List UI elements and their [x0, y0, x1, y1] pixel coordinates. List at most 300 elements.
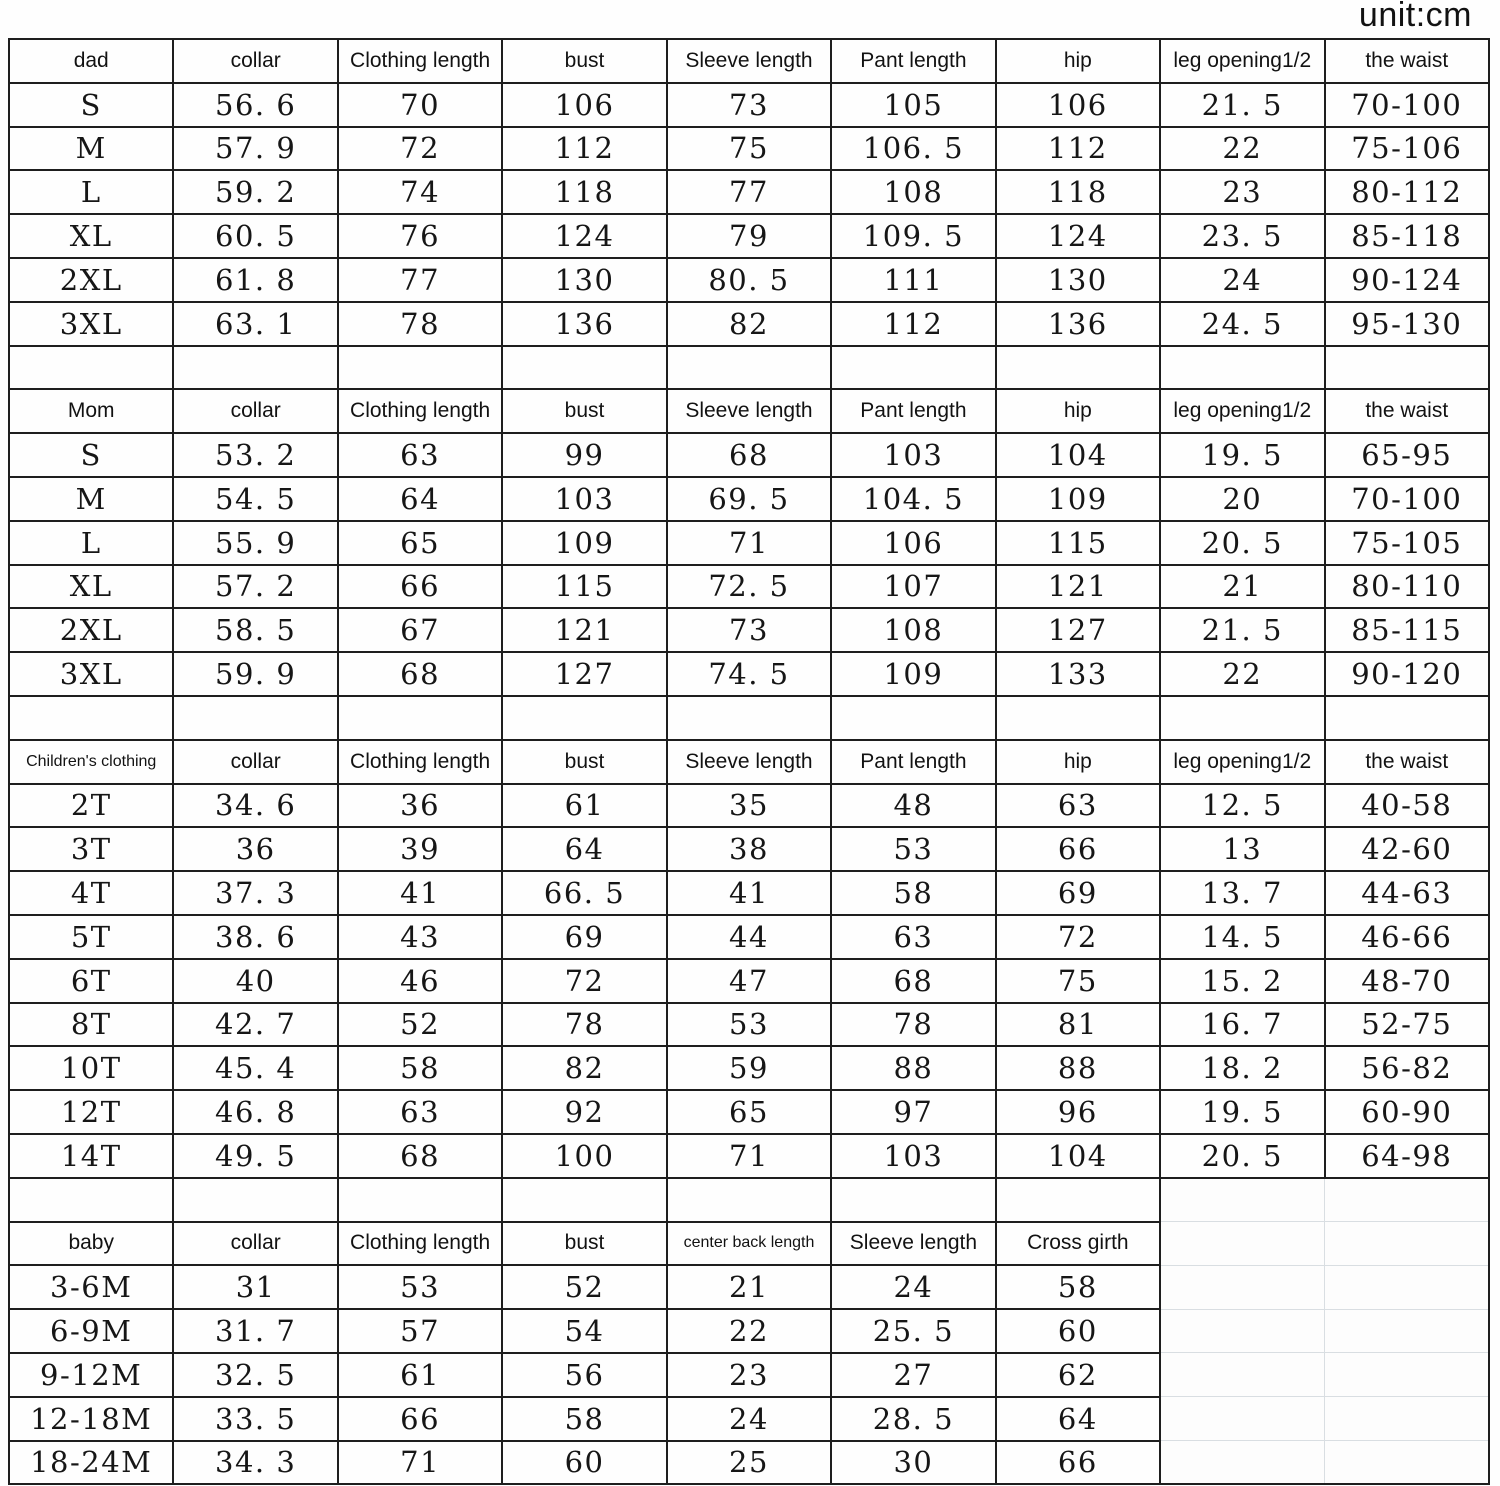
- baby-value-cell: 52: [502, 1265, 666, 1309]
- mom-value-cell: 103: [831, 433, 995, 477]
- mom-value-cell: 57. 2: [173, 565, 337, 609]
- faint-grid-cell: [1325, 1397, 1490, 1441]
- dad-table-row: [9, 258, 1489, 302]
- children-size-label: 14T: [9, 1134, 173, 1178]
- dad-size-label: L: [9, 170, 173, 214]
- children-header-col-4: Sleeve length: [667, 740, 831, 784]
- mom-size-label: S: [9, 433, 173, 477]
- children-value-cell: 53: [831, 827, 995, 871]
- children-value-cell: 88: [831, 1046, 995, 1090]
- children-size-label: 4T: [9, 871, 173, 915]
- mom-value-cell: 109: [831, 652, 995, 696]
- children-size-label: 6T: [9, 959, 173, 1003]
- separator-cell: [996, 346, 1160, 390]
- faint-grid-cell: [1160, 1222, 1324, 1266]
- mom-table-row: [9, 608, 1489, 652]
- mom-size-label: M: [9, 477, 173, 521]
- children-value-cell: 71: [667, 1134, 831, 1178]
- mom-value-cell: 53. 2: [173, 433, 337, 477]
- size-table: [8, 38, 1490, 1485]
- dad-value-cell: 23: [1160, 170, 1324, 214]
- children-table-row: [9, 827, 1489, 871]
- mom-value-cell: 85-115: [1325, 608, 1490, 652]
- children-value-cell: 68: [831, 959, 995, 1003]
- mom-value-cell: 54. 5: [173, 477, 337, 521]
- dad-value-cell: 105: [831, 83, 995, 127]
- dad-size-label: M: [9, 127, 173, 171]
- children-value-cell: 46-66: [1325, 915, 1490, 959]
- dad-value-cell: 78: [338, 302, 502, 346]
- children-value-cell: 19. 5: [1160, 1090, 1324, 1134]
- dad-value-cell: 90-124: [1325, 258, 1490, 302]
- faint-grid-cell: [1160, 1397, 1324, 1441]
- dad-value-cell: 112: [502, 127, 666, 171]
- mom-value-cell: 109: [502, 521, 666, 565]
- dad-value-cell: 74: [338, 170, 502, 214]
- dad-value-cell: 130: [996, 258, 1160, 302]
- baby-value-cell: 30: [831, 1441, 995, 1485]
- mom-value-cell: 80-110: [1325, 565, 1490, 609]
- dad-header-col-0: dad: [9, 39, 173, 83]
- dad-value-cell: 70: [338, 83, 502, 127]
- baby-value-cell: 31: [173, 1265, 337, 1309]
- children-value-cell: 35: [667, 784, 831, 828]
- children-value-cell: 44: [667, 915, 831, 959]
- baby-value-cell: 54: [502, 1309, 666, 1353]
- mom-value-cell: 106: [831, 521, 995, 565]
- separator-cell: [831, 696, 995, 740]
- children-table-row: [9, 1134, 1489, 1178]
- children-value-cell: 81: [996, 1003, 1160, 1047]
- baby-value-cell: 66: [338, 1397, 502, 1441]
- children-table-row: [9, 1090, 1489, 1134]
- separator-cell: [831, 346, 995, 390]
- children-value-cell: 60-90: [1325, 1090, 1490, 1134]
- dad-table-row: [9, 214, 1489, 258]
- children-value-cell: 66. 5: [502, 871, 666, 915]
- baby-value-cell: 53: [338, 1265, 502, 1309]
- children-value-cell: 63: [996, 784, 1160, 828]
- mom-value-cell: 109: [996, 477, 1160, 521]
- mom-value-cell: 74. 5: [667, 652, 831, 696]
- baby-value-cell: 32. 5: [173, 1353, 337, 1397]
- mom-value-cell: 115: [996, 521, 1160, 565]
- baby-table-row: [9, 1309, 1489, 1353]
- separator-cell: [173, 696, 337, 740]
- baby-size-label: 3-6M: [9, 1265, 173, 1309]
- separator-cell: [502, 1178, 666, 1222]
- baby-table-row: [9, 1441, 1489, 1485]
- children-header-col-0: Children's clothing: [9, 740, 173, 784]
- mom-value-cell: 20: [1160, 477, 1324, 521]
- dad-header-col-2: Clothing length: [338, 39, 502, 83]
- children-header-col-7: leg opening1/2: [1160, 740, 1324, 784]
- dad-value-cell: 72: [338, 127, 502, 171]
- separator-cell: [502, 696, 666, 740]
- children-value-cell: 34. 6: [173, 784, 337, 828]
- dad-value-cell: 106. 5: [831, 127, 995, 171]
- children-table-row: [9, 784, 1489, 828]
- mom-value-cell: 19. 5: [1160, 433, 1324, 477]
- dad-value-cell: 61. 8: [173, 258, 337, 302]
- children-value-cell: 58: [338, 1046, 502, 1090]
- children-value-cell: 48: [831, 784, 995, 828]
- dad-value-cell: 112: [831, 302, 995, 346]
- children-value-cell: 97: [831, 1090, 995, 1134]
- children-value-cell: 92: [502, 1090, 666, 1134]
- children-value-cell: 78: [502, 1003, 666, 1047]
- separator-cell: [9, 1178, 173, 1222]
- mom-header-col-1: collar: [173, 389, 337, 433]
- dad-size-label: 2XL: [9, 258, 173, 302]
- children-value-cell: 72: [502, 959, 666, 1003]
- children-value-cell: 59: [667, 1046, 831, 1090]
- baby-value-cell: 28. 5: [831, 1397, 995, 1441]
- mom-value-cell: 21. 5: [1160, 608, 1324, 652]
- dad-value-cell: 106: [996, 83, 1160, 127]
- baby-value-cell: 58: [502, 1397, 666, 1441]
- dad-value-cell: 80-112: [1325, 170, 1490, 214]
- separator-cell: [9, 696, 173, 740]
- mom-header-col-0: Mom: [9, 389, 173, 433]
- faint-grid-cell: [1160, 1265, 1324, 1309]
- unit-label: unit:cm: [1358, 0, 1472, 34]
- mom-value-cell: 103: [502, 477, 666, 521]
- mom-value-cell: 58. 5: [173, 608, 337, 652]
- mom-value-cell: 75-105: [1325, 521, 1490, 565]
- children-value-cell: 47: [667, 959, 831, 1003]
- dad-value-cell: 130: [502, 258, 666, 302]
- mom-size-label: 2XL: [9, 608, 173, 652]
- mom-value-cell: 70-100: [1325, 477, 1490, 521]
- children-value-cell: 68: [338, 1134, 502, 1178]
- dad-value-cell: 85-118: [1325, 214, 1490, 258]
- mom-value-cell: 68: [667, 433, 831, 477]
- children-value-cell: 20. 5: [1160, 1134, 1324, 1178]
- children-value-cell: 104: [996, 1134, 1160, 1178]
- children-value-cell: 56-82: [1325, 1046, 1490, 1090]
- children-table-row: [9, 915, 1489, 959]
- separator-cell: [1325, 696, 1490, 740]
- dad-value-cell: 76: [338, 214, 502, 258]
- children-value-cell: 46. 8: [173, 1090, 337, 1134]
- baby-table-row: [9, 1353, 1489, 1397]
- mom-value-cell: 133: [996, 652, 1160, 696]
- mom-value-cell: 107: [831, 565, 995, 609]
- children-value-cell: 72: [996, 915, 1160, 959]
- dad-value-cell: 70-100: [1325, 83, 1490, 127]
- faint-grid-cell: [1160, 1309, 1324, 1353]
- children-value-cell: 69: [996, 871, 1160, 915]
- dad-size-label: S: [9, 83, 173, 127]
- children-value-cell: 61: [502, 784, 666, 828]
- baby-header-col-1: collar: [173, 1222, 337, 1266]
- separator-row: [9, 346, 1489, 390]
- mom-value-cell: 104. 5: [831, 477, 995, 521]
- baby-header-col-6: Cross girth: [996, 1222, 1160, 1266]
- mom-value-cell: 90-120: [1325, 652, 1490, 696]
- baby-value-cell: 24: [831, 1265, 995, 1309]
- separator-cell: [996, 1178, 1160, 1222]
- baby-value-cell: 64: [996, 1397, 1160, 1441]
- separator-cell: [667, 1178, 831, 1222]
- mom-value-cell: 121: [996, 565, 1160, 609]
- children-value-cell: 64: [502, 827, 666, 871]
- children-table-row: [9, 1003, 1489, 1047]
- mom-header-col-6: hip: [996, 389, 1160, 433]
- children-value-cell: 103: [831, 1134, 995, 1178]
- children-value-cell: 100: [502, 1134, 666, 1178]
- children-value-cell: 88: [996, 1046, 1160, 1090]
- mom-header-col-5: Pant length: [831, 389, 995, 433]
- separator-row: [9, 1178, 1489, 1222]
- baby-table-row: [9, 1397, 1489, 1441]
- dad-value-cell: 136: [996, 302, 1160, 346]
- dad-value-cell: 136: [502, 302, 666, 346]
- baby-value-cell: 34. 3: [173, 1441, 337, 1485]
- faint-grid-cell: [1325, 1178, 1490, 1222]
- mom-value-cell: 121: [502, 608, 666, 652]
- dad-value-cell: 60. 5: [173, 214, 337, 258]
- mom-value-cell: 65: [338, 521, 502, 565]
- dad-value-cell: 22: [1160, 127, 1324, 171]
- separator-cell: [338, 1178, 502, 1222]
- baby-value-cell: 23: [667, 1353, 831, 1397]
- children-header-col-6: hip: [996, 740, 1160, 784]
- mom-value-cell: 115: [502, 565, 666, 609]
- dad-table-row: [9, 170, 1489, 214]
- mom-size-label: L: [9, 521, 173, 565]
- mom-value-cell: 55. 9: [173, 521, 337, 565]
- baby-size-label: 9-12M: [9, 1353, 173, 1397]
- dad-value-cell: 79: [667, 214, 831, 258]
- dad-value-cell: 24: [1160, 258, 1324, 302]
- children-value-cell: 15. 2: [1160, 959, 1324, 1003]
- mom-header-col-7: leg opening1/2: [1160, 389, 1324, 433]
- mom-value-cell: 73: [667, 608, 831, 652]
- dad-value-cell: 77: [667, 170, 831, 214]
- mom-value-cell: 108: [831, 608, 995, 652]
- dad-value-cell: 124: [502, 214, 666, 258]
- children-value-cell: 41: [667, 871, 831, 915]
- baby-size-label: 18-24M: [9, 1441, 173, 1485]
- baby-table-row: [9, 1265, 1489, 1309]
- children-value-cell: 45. 4: [173, 1046, 337, 1090]
- dad-value-cell: 75-106: [1325, 127, 1490, 171]
- faint-grid-cell: [1325, 1353, 1490, 1397]
- mom-header-col-2: Clothing length: [338, 389, 502, 433]
- mom-value-cell: 71: [667, 521, 831, 565]
- dad-value-cell: 118: [502, 170, 666, 214]
- baby-size-label: 12-18M: [9, 1397, 173, 1441]
- children-value-cell: 36: [173, 827, 337, 871]
- separator-cell: [996, 696, 1160, 740]
- baby-value-cell: 56: [502, 1353, 666, 1397]
- dad-value-cell: 75: [667, 127, 831, 171]
- baby-value-cell: 33. 5: [173, 1397, 337, 1441]
- baby-value-cell: 61: [338, 1353, 502, 1397]
- mom-table-row: [9, 477, 1489, 521]
- mom-header-col-3: bust: [502, 389, 666, 433]
- children-value-cell: 36: [338, 784, 502, 828]
- separator-cell: [502, 346, 666, 390]
- mom-value-cell: 59. 9: [173, 652, 337, 696]
- baby-value-cell: 25. 5: [831, 1309, 995, 1353]
- dad-size-label: XL: [9, 214, 173, 258]
- dad-table-row: [9, 302, 1489, 346]
- children-value-cell: 69: [502, 915, 666, 959]
- baby-value-cell: 66: [996, 1441, 1160, 1485]
- baby-value-cell: 58: [996, 1265, 1160, 1309]
- mom-table-row: [9, 433, 1489, 477]
- mom-header-col-8: the waist: [1325, 389, 1490, 433]
- baby-value-cell: 62: [996, 1353, 1160, 1397]
- faint-grid-cell: [1325, 1222, 1490, 1266]
- children-table-row: [9, 959, 1489, 1003]
- children-value-cell: 42-60: [1325, 827, 1490, 871]
- children-value-cell: 39: [338, 827, 502, 871]
- children-value-cell: 43: [338, 915, 502, 959]
- faint-grid-cell: [1160, 1353, 1324, 1397]
- children-value-cell: 82: [502, 1046, 666, 1090]
- dad-table-row: [9, 127, 1489, 171]
- children-value-cell: 75: [996, 959, 1160, 1003]
- children-header-col-3: bust: [502, 740, 666, 784]
- separator-cell: [173, 1178, 337, 1222]
- dad-value-cell: 21. 5: [1160, 83, 1324, 127]
- faint-grid-cell: [1325, 1265, 1490, 1309]
- separator-cell: [1160, 346, 1324, 390]
- mom-value-cell: 127: [502, 652, 666, 696]
- dad-value-cell: 112: [996, 127, 1160, 171]
- mom-value-cell: 99: [502, 433, 666, 477]
- separator-cell: [173, 346, 337, 390]
- children-value-cell: 13: [1160, 827, 1324, 871]
- dad-header-col-4: Sleeve length: [667, 39, 831, 83]
- dad-value-cell: 24. 5: [1160, 302, 1324, 346]
- faint-grid-cell: [1325, 1441, 1490, 1485]
- children-value-cell: 53: [667, 1003, 831, 1047]
- children-value-cell: 16. 7: [1160, 1003, 1324, 1047]
- mom-header-col-4: Sleeve length: [667, 389, 831, 433]
- separator-cell: [831, 1178, 995, 1222]
- baby-header-row: [9, 1222, 1489, 1266]
- dad-header-col-3: bust: [502, 39, 666, 83]
- baby-header-col-0: baby: [9, 1222, 173, 1266]
- children-value-cell: 38: [667, 827, 831, 871]
- mom-table-row: [9, 652, 1489, 696]
- dad-value-cell: 124: [996, 214, 1160, 258]
- children-value-cell: 38. 6: [173, 915, 337, 959]
- mom-value-cell: 63: [338, 433, 502, 477]
- children-value-cell: 44-63: [1325, 871, 1490, 915]
- children-header-col-8: the waist: [1325, 740, 1490, 784]
- dad-value-cell: 23. 5: [1160, 214, 1324, 258]
- mom-value-cell: 72. 5: [667, 565, 831, 609]
- children-value-cell: 63: [831, 915, 995, 959]
- mom-value-cell: 65-95: [1325, 433, 1490, 477]
- children-value-cell: 40: [173, 959, 337, 1003]
- dad-value-cell: 56. 6: [173, 83, 337, 127]
- children-table-row: [9, 1046, 1489, 1090]
- mom-size-label: XL: [9, 565, 173, 609]
- children-header-col-2: Clothing length: [338, 740, 502, 784]
- children-size-label: 3T: [9, 827, 173, 871]
- children-table-row: [9, 871, 1489, 915]
- mom-header-row: [9, 389, 1489, 433]
- children-value-cell: 14. 5: [1160, 915, 1324, 959]
- dad-value-cell: 73: [667, 83, 831, 127]
- children-value-cell: 48-70: [1325, 959, 1490, 1003]
- children-header-col-1: collar: [173, 740, 337, 784]
- baby-header-col-4: center back length: [667, 1222, 831, 1266]
- baby-value-cell: 57: [338, 1309, 502, 1353]
- faint-grid-cell: [1160, 1441, 1324, 1485]
- children-value-cell: 52: [338, 1003, 502, 1047]
- children-size-label: 2T: [9, 784, 173, 828]
- baby-header-col-3: bust: [502, 1222, 666, 1266]
- children-header-col-5: Pant length: [831, 740, 995, 784]
- size-table-body: [9, 39, 1489, 1484]
- separator-row: [9, 696, 1489, 740]
- dad-value-cell: 57. 9: [173, 127, 337, 171]
- dad-value-cell: 106: [502, 83, 666, 127]
- dad-header-col-7: leg opening1/2: [1160, 39, 1324, 83]
- mom-value-cell: 69. 5: [667, 477, 831, 521]
- children-size-label: 5T: [9, 915, 173, 959]
- separator-cell: [338, 346, 502, 390]
- mom-value-cell: 68: [338, 652, 502, 696]
- children-value-cell: 49. 5: [173, 1134, 337, 1178]
- separator-cell: [667, 346, 831, 390]
- baby-value-cell: 21: [667, 1265, 831, 1309]
- mom-table-row: [9, 521, 1489, 565]
- separator-cell: [1325, 346, 1490, 390]
- children-value-cell: 42. 7: [173, 1003, 337, 1047]
- baby-value-cell: 24: [667, 1397, 831, 1441]
- dad-header-col-8: the waist: [1325, 39, 1490, 83]
- mom-value-cell: 20. 5: [1160, 521, 1324, 565]
- baby-size-label: 6-9M: [9, 1309, 173, 1353]
- children-value-cell: 66: [996, 827, 1160, 871]
- children-value-cell: 52-75: [1325, 1003, 1490, 1047]
- children-size-label: 10T: [9, 1046, 173, 1090]
- children-header-row: [9, 740, 1489, 784]
- children-value-cell: 46: [338, 959, 502, 1003]
- mom-table-row: [9, 565, 1489, 609]
- baby-header-col-5: Sleeve length: [831, 1222, 995, 1266]
- separator-cell: [1160, 696, 1324, 740]
- mom-value-cell: 22: [1160, 652, 1324, 696]
- faint-grid-cell: [1160, 1178, 1324, 1222]
- dad-value-cell: 108: [831, 170, 995, 214]
- dad-value-cell: 118: [996, 170, 1160, 214]
- separator-cell: [9, 346, 173, 390]
- children-value-cell: 41: [338, 871, 502, 915]
- dad-value-cell: 63. 1: [173, 302, 337, 346]
- children-value-cell: 13. 7: [1160, 871, 1324, 915]
- dad-header-col-6: hip: [996, 39, 1160, 83]
- dad-value-cell: 77: [338, 258, 502, 302]
- children-value-cell: 64-98: [1325, 1134, 1490, 1178]
- dad-value-cell: 95-130: [1325, 302, 1490, 346]
- baby-value-cell: 27: [831, 1353, 995, 1397]
- mom-size-label: 3XL: [9, 652, 173, 696]
- mom-value-cell: 67: [338, 608, 502, 652]
- baby-value-cell: 71: [338, 1441, 502, 1485]
- dad-value-cell: 82: [667, 302, 831, 346]
- dad-value-cell: 59. 2: [173, 170, 337, 214]
